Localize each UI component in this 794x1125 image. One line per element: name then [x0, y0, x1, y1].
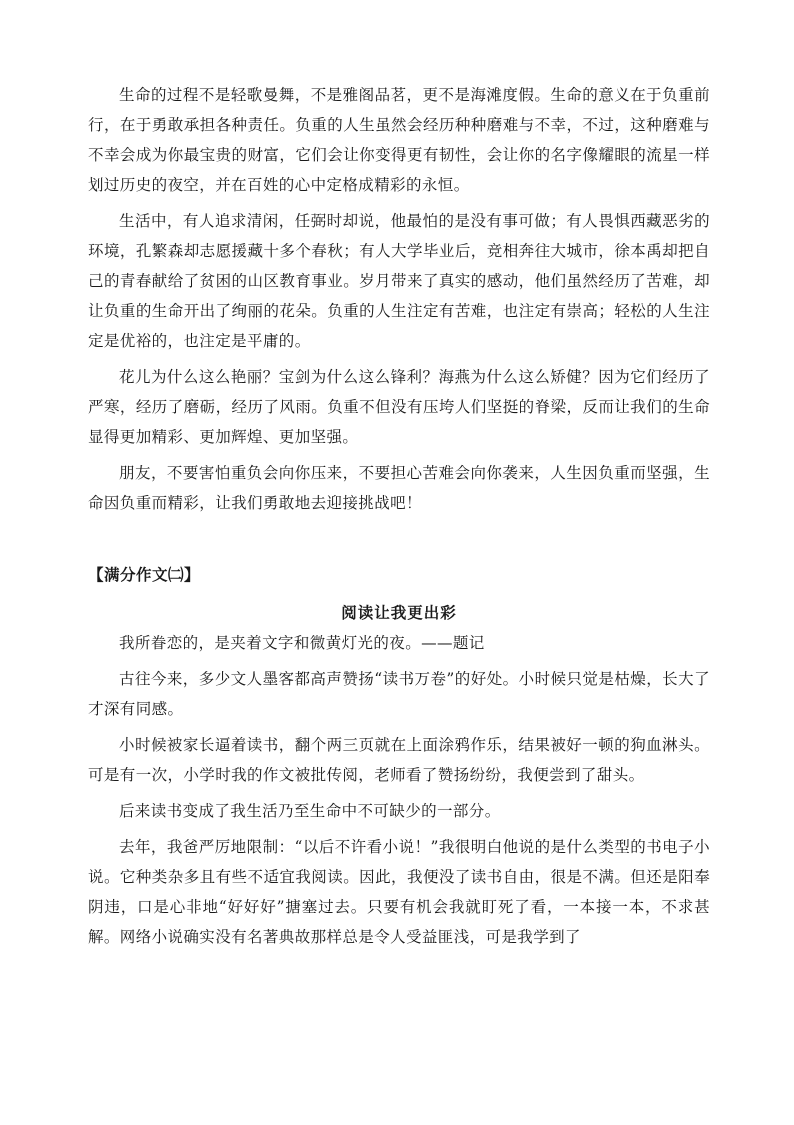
paragraph: 去年，我爸严厉地限制：“以后不许看小说！”我很明白他说的是什么类型的书电子小说。它种类杂多且有些不适宜我阅读。因此，我便没了读书自由，很是不满。但还是阳奉阴违，口是心非地“好好好”搪塞过去。只要有机会我就盯死了看，一本接一本，不求甚解。网络小说确实没有名著典故那样总是令人受益匪浅，可是我学到了	[88, 838, 710, 946]
paragraph: 小时候被家长逼着读书，翻个两三页就在上面涂鸦作乐，结果被好一顿的狗血淋头。可是有一次，小学时我的作文被批传阅，老师看了赞扬纷纷，我便尝到了甜头。	[88, 736, 710, 784]
section-label: 【满分作文㈡】	[88, 566, 201, 584]
essay-title: 阅读让我更出彩	[341, 604, 457, 622]
paragraph: 后来读书变成了我生活乃至生命中不可缺少的一部分。	[119, 802, 501, 820]
paragraph: 古往今来，多少文人墨客都高声赞扬“读书万卷”的好处。小时候只觉是枯燥，长大了才深有同感。	[88, 670, 710, 718]
paragraph: 生活中，有人追求清闲，任弼时却说，他最怕的是没有事可做；有人畏惧西藏恶劣的环境，孔繁森却志愿援藏十多个春秋；有人大学毕业后，竞相奔往大城市，徐本禹却把自己的青春献给了贫困的山区教育事业。岁月带来了真实的感动，他们虽然经历了苦难，却让负重的生命开出了绚丽的花朵。负重的人生注定有苦难，也注定有崇高；轻松的人生注定是优裕的，也注定是平庸的。	[88, 212, 710, 350]
paragraph: 花儿为什么这么艳丽？宝剑为什么这么锋利？海燕为什么这么矫健？因为它们经历了严寒，经历了磨砺，经历了风雨。负重不但没有压垮人们坚挺的脊梁，反而让我们的生命显得更加精彩、更加辉煌、更加坚强。	[88, 368, 710, 446]
epigraph: 我所眷恋的，是夹着文字和微黄灯光的夜。——题记	[119, 634, 485, 652]
paragraph: 生命的过程不是轻歌曼舞，不是雅阁品茗，更不是海滩度假。生命的意义在于负重前行，在于勇敢承担各种责任。负重的人生虽然会经历种种磨难与不幸，不过，这种磨难与不幸会成为你最宝贵的财富，它们会让你变得更有韧性，会让你的名字像耀眼的流星一样划过历史的夜空，并在百姓的心中定格成精彩的永恒。	[88, 86, 710, 194]
document-content	[88, 80, 710, 952]
paragraph: 朋友，不要害怕重负会向你压来，不要担心苦难会向你袭来，人生因负重而坚强，生命因负重而精彩，让我们勇敢地去迎接挑战吧！	[88, 464, 710, 512]
